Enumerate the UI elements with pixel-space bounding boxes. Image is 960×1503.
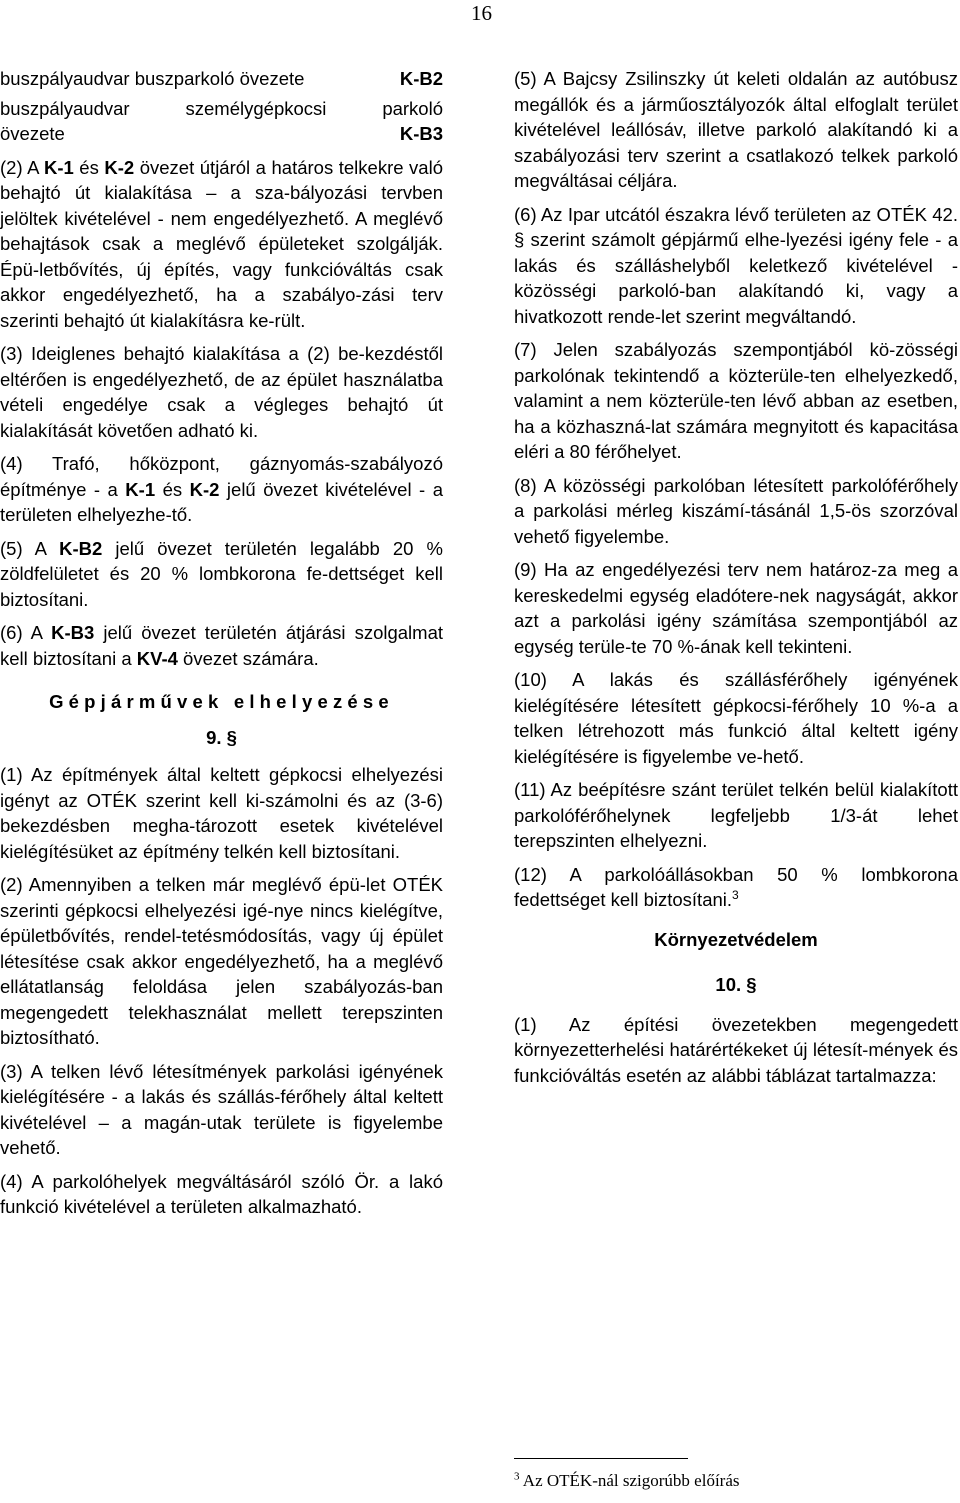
zone-k-b3-line2: [0, 121, 443, 147]
section-9-paragraph-5: (5) A Bajcsy Zsilinszky út keleti oldalán az autóbusz megállók és a járműosztályozók által elfoglalt terület kivételével leállósáv, illetve parkoló alakítandó ki a szabályozási terv szerint a csatlakozó telkek parkoló megváltásai céljára.: [514, 68, 958, 191]
zone-k-b3-code: K-B3: [399, 123, 443, 144]
section-9-paragraph-2: (2) Amennyiben a telken már meglévő épü-let OTÉK szerinti gépkocsi elhelyezési igé-nye nincs kielégítve, épületbővítés, rendel-tetésmódosítás, vagy új épület létesítése csak akkor engedélyezhető, ha a meglévő ellátatlanság feloldása jelen szabályozás-ban megengedett telekhasználat mellett terepszinten biztosítható.: [0, 874, 443, 1048]
left-column: [0, 66, 443, 1228]
footnote-text: Az OTÉK-nál szigorúbb előírás: [519, 1471, 740, 1490]
section-9-paragraph-1: (1) Az építmények által keltett gépkocsi elhelyezési igényt az OTÉK szerint kell ki-számolni és az (3-6) bekezdésben megha-tározott esetek kivételével kielégítésüket az építmény telkén kell biztosítani.: [0, 764, 443, 862]
footnote-reference[interactable]: 3: [732, 887, 739, 902]
paragraph-4: (4) Trafó, hőközpont, gáznyomás-szabályozó építménye - a K-1 és K-2 jelű övezet kivételével - a területen elhelyezhe-tő.: [0, 453, 443, 525]
footnote-mark: 3: [514, 1470, 520, 1483]
zone-k-b2-label: buszpályaudvar buszparkoló övezete: [0, 68, 305, 89]
zone-k-b2-code: K-B2: [399, 68, 443, 89]
section-9-paragraph-10: (10) A lakás és szállásférőhely igényének kielégítésére létesített gépkocsi-férőhely 10 %-a a telken létrehozott más funkció által keltett igény kielégítésére is figyelembe ve-hető.: [514, 669, 958, 767]
section-9-paragraph-8: (8) A közösségi parkolóban létesített parkolóférőhely a parkolási mérleg kiszámí-tásánál 1,5-ös szorzóval vehető figyelembe.: [514, 474, 958, 547]
section-heading-vehicles: Gépjárművek elhelyezése: [49, 691, 394, 712]
section-9-paragraph-7: (7) Jelen szabályozás szempontjából kö-zösségi parkolónak tekintendő a közterüle-ten elhelyezkedő, valamint a nem közterüle-ten lévő abban az esetben, ha a közhaszná-lat számára megnyitott és kapacitása eléri a 80 férőhelyet.: [514, 339, 958, 462]
section-9-paragraph-9: (9) Ha az engedélyezési terv nem határoz-za meg a kereskedelmi egység eladótere-nek nagyságát, akkor azt a parkolási igény számítása szempontjából az egység terüle-te 70 %-ának kell tekinteni.: [514, 559, 958, 657]
section-9-paragraph-4: (4) A parkolóhelyek megváltásáról szóló Ör. a lakó funkció kivételével a területen alkalmazható.: [0, 1170, 443, 1217]
section-9-paragraph-6: (6) Az Ipar utcától északra lévő területen az OTÉK 42. § szerint számolt gépjármű elhe-lyezési igény fele - a lakás és szálláshelyből keletkező kivételével - közösségi parkoló-ban alakítandó ki, vagy a hivatkozott rende-let szerint megváltandó.: [514, 203, 958, 327]
paragraph-2: (2) A K-1 és K-2 övezet útjáról a határos telkekre való behajtó út kialakítása – a sza-bályozási tervben jelöltek kivételével - nem engedélyezhető. A meglévő behajtások csak a meglévő épületeket szolgálják. Épü-letbővítés, új építés, vagy funkcióváltás csak akkor engedélyezhető, ha a szabályo-zási terv szerinti behajtó út kialakításra ke-rült.: [0, 156, 443, 331]
section-heading-environment: Környezetvédelem: [654, 928, 818, 950]
section-9-paragraph-11: (11) Az beépítésre szánt terület telkén belül kialakított parkolóférőhelynek legfeljebb 1/3-át lehet terepszinten elhelyezni.: [514, 779, 958, 851]
page-number: 16: [471, 1, 492, 25]
zone-k-b3-line1: buszpályaudvar személygépkocsi parkoló: [0, 97, 443, 119]
zone-k-b3-word: övezete: [0, 123, 65, 144]
paragraph-3: (3) Ideiglenes behajtó kialakítása a (2) be-kezdéstől eltérően is engedélyezhető, de az épület használatba vételi engedélye csak a végleges behajtó út kialakítását követően adható ki.: [0, 343, 443, 441]
section-10-paragraph-1: (1) Az építési övezetekben megengedett környezetterhelési határértékeket új létesít-mények és funkcióváltás esetén az alábbi táblázat tartalmazza:: [514, 1013, 958, 1086]
section-number-9: 9. §: [206, 726, 237, 748]
section-number-10: 10. §: [715, 974, 757, 995]
paragraph-5: (5) A K-B2 jelű övezet területén legalább 20 % zöldfelületet és 20 % lombkorona fe-dettséget kell biztosítani.: [0, 537, 443, 610]
section-9-paragraph-12: (12) A parkolóállásokban 50 % lombkorona fedettséget kell biztosítani.$^3$: [514, 863, 958, 910]
footnote-divider: [514, 1458, 688, 1459]
zone-k-b2-line: [0, 66, 443, 92]
footnote: [514, 1466, 954, 1496]
paragraph-6: (6) A K-B3 jelű övezet területén átjárási szolgalmat kell biztosítani a KV-4 övezet számára.: [0, 622, 443, 669]
right-column: [514, 66, 958, 1096]
section-9-paragraph-3: (3) A telken lévő létesítmények parkolási igényének kielégítésére - a lakás és szállás-férőhely által keltett kivételével – a magán-utak területe is figyelembe vehető.: [0, 1060, 443, 1158]
